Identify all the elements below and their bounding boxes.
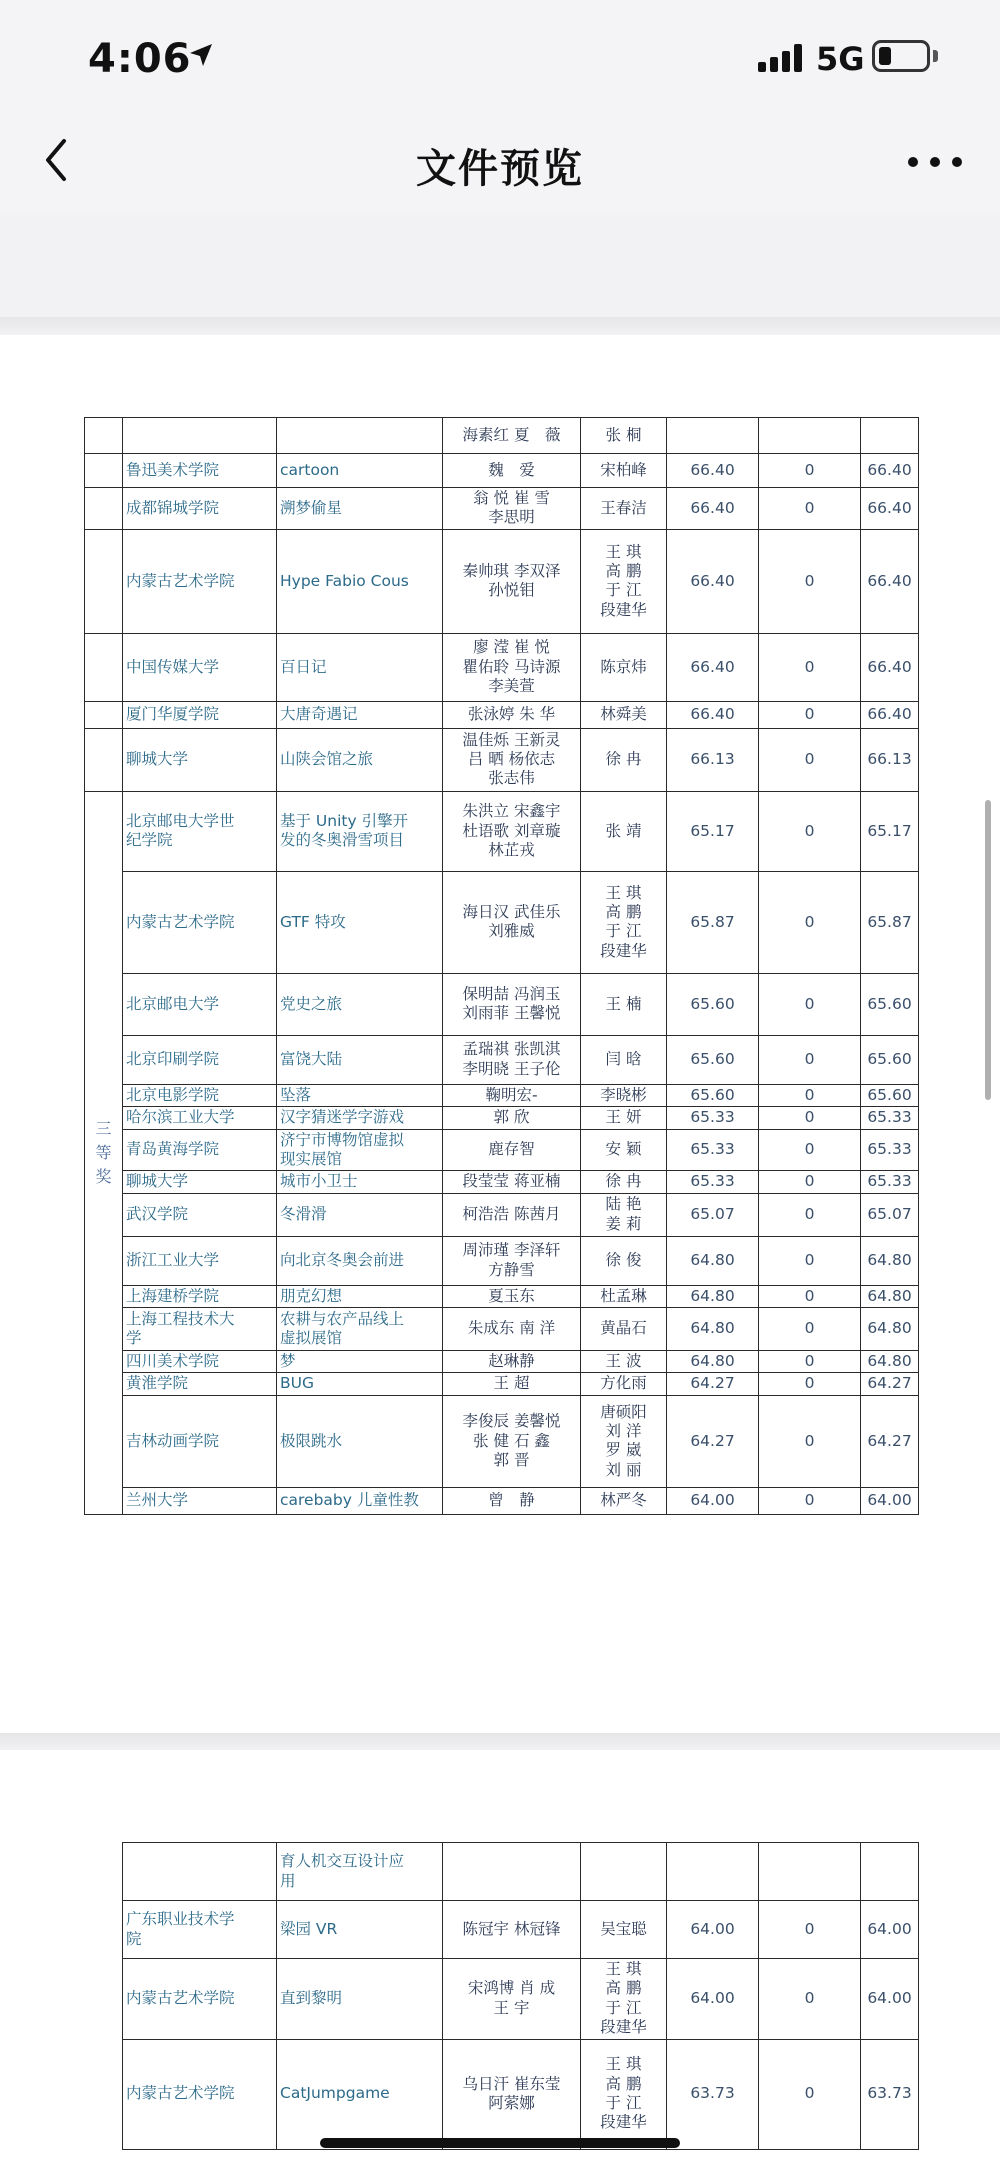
final-score-cell: 64.00: [861, 1487, 919, 1514]
adjust-cell: 0: [759, 1487, 861, 1514]
final-score-cell: 65.07: [861, 1193, 919, 1236]
table-row: [85, 791, 919, 871]
table-row: [123, 1959, 919, 2040]
table-row: [123, 1843, 919, 1901]
table-row: [85, 488, 919, 530]
school-cell: 北京印刷学院: [123, 1035, 277, 1084]
adjust-cell: 0: [759, 529, 861, 633]
table-row: [85, 1236, 919, 1285]
score-cell: 66.40: [667, 633, 759, 701]
adjust-cell: 0: [759, 1308, 861, 1351]
adjust-cell: 0: [759, 1084, 861, 1106]
adjust-cell: 0: [759, 1395, 861, 1487]
table-row: [85, 633, 919, 701]
score-cell: 64.80: [667, 1236, 759, 1285]
table-row: [85, 454, 919, 488]
advisor-cell: 徐 冉: [581, 1171, 667, 1193]
work-cell: cartoon: [277, 454, 443, 488]
advisor-cell: 王 琪 高 鹏 于 江 段建华: [581, 529, 667, 633]
final-score-cell: 66.40: [861, 701, 919, 728]
score-cell: 65.60: [667, 1035, 759, 1084]
work-cell: 富饶大陆: [277, 1035, 443, 1084]
advisor-cell: 陆 艳 姜 莉: [581, 1193, 667, 1236]
score-cell: 66.40: [667, 488, 759, 530]
school-cell: 聊城大学: [123, 728, 277, 791]
network-type: 5G: [816, 40, 865, 78]
school-cell: 内蒙古艺术学院: [123, 2039, 277, 2149]
members-cell: 宋鸿博 肖 成 王 宇: [443, 1959, 581, 2040]
work-cell: 直到黎明: [277, 1959, 443, 2040]
final-score-cell: 64.80: [861, 1236, 919, 1285]
school-cell: [123, 1843, 277, 1901]
table-row: [85, 1395, 919, 1487]
members-cell: 魏 爱: [443, 454, 581, 488]
work-cell: 济宁市博物馆虚拟 现实展馆: [277, 1129, 443, 1171]
school-cell: 上海建桥学院: [123, 1285, 277, 1307]
members-cell: 陈冠宇 林冠锋: [443, 1901, 581, 1959]
table-row: [85, 871, 919, 973]
final-score-cell: 65.87: [861, 871, 919, 973]
adjust-cell: 0: [759, 871, 861, 973]
score-cell: 65.33: [667, 1107, 759, 1129]
table-row: [85, 728, 919, 791]
adjust-cell: 0: [759, 1351, 861, 1373]
score-cell: 65.87: [667, 871, 759, 973]
final-score-cell: 66.40: [861, 488, 919, 530]
final-score-cell: 66.40: [861, 633, 919, 701]
score-cell: 65.60: [667, 973, 759, 1035]
members-cell: 赵琳静: [443, 1351, 581, 1373]
table-row: [123, 1901, 919, 1959]
adjust-cell: 0: [759, 1236, 861, 1285]
school-cell: 鲁迅美术学院: [123, 454, 277, 488]
score-cell: 66.40: [667, 454, 759, 488]
status-time: 4:06: [88, 36, 192, 82]
work-cell: carebaby 儿童性教: [277, 1487, 443, 1514]
work-cell: 向北京冬奥会前进: [277, 1236, 443, 1285]
advisor-cell: 闫 晗: [581, 1035, 667, 1084]
advisor-cell: [581, 1843, 667, 1901]
members-cell: 乌日汗 崔东莹 阿萦娜: [443, 2039, 581, 2149]
adjust-cell: 0: [759, 1107, 861, 1129]
table-row: [85, 1084, 919, 1106]
school-cell: 四川美术学院: [123, 1351, 277, 1373]
more-options-button[interactable]: [900, 135, 970, 185]
members-cell: 王 超: [443, 1373, 581, 1395]
members-cell: 柯浩浩 陈茜月: [443, 1193, 581, 1236]
work-cell: 冬滑滑: [277, 1193, 443, 1236]
table-row: [85, 973, 919, 1035]
score-cell: 64.27: [667, 1373, 759, 1395]
adjust-cell: 0: [759, 454, 861, 488]
members-cell: 翁 悦 崔 雪 李思明: [443, 488, 581, 530]
scrollbar[interactable]: [985, 800, 991, 1100]
advisor-cell: 吴宝聪: [581, 1901, 667, 1959]
school-cell: 北京电影学院: [123, 1084, 277, 1106]
final-score-cell: 65.33: [861, 1129, 919, 1171]
advisor-cell: 徐 俊: [581, 1236, 667, 1285]
school-cell: 北京邮电大学: [123, 973, 277, 1035]
school-cell: 中国传媒大学: [123, 633, 277, 701]
final-score-cell: 66.40: [861, 454, 919, 488]
work-cell: Hype Fabio Cous: [277, 529, 443, 633]
document-page-2: [0, 1750, 1000, 2162]
advisor-cell: 黄晶石: [581, 1308, 667, 1351]
advisor-cell: 方化雨: [581, 1373, 667, 1395]
advisor-cell: 王 妍: [581, 1107, 667, 1129]
rank-cell: [85, 529, 123, 633]
adjust-cell: 0: [759, 973, 861, 1035]
score-cell: 64.80: [667, 1351, 759, 1373]
work-cell: CatJumpgame: [277, 2039, 443, 2149]
school-cell: 黄淮学院: [123, 1373, 277, 1395]
school-cell: 武汉学院: [123, 1193, 277, 1236]
advisor-cell: 王 琪 高 鹏 于 江 段建华: [581, 1959, 667, 2040]
members-cell: 张泳婷 朱 华: [443, 701, 581, 728]
school-cell: 广东职业技术学 院: [123, 1901, 277, 1959]
advisor-cell: 唐硕阳 刘 洋 罗 崴 刘 丽: [581, 1395, 667, 1487]
work-cell: 溯梦偷星: [277, 488, 443, 530]
advisor-cell: 林舜美: [581, 701, 667, 728]
table-row: [85, 701, 919, 728]
table-row: [85, 1107, 919, 1129]
members-cell: 保明喆 冯润玉 刘雨菲 王馨悦: [443, 973, 581, 1035]
work-cell: 汉字猜迷学字游戏: [277, 1107, 443, 1129]
school-cell: [123, 418, 277, 454]
table-row: [85, 1285, 919, 1307]
work-cell: 坠落: [277, 1084, 443, 1106]
final-score-cell: 65.60: [861, 1035, 919, 1084]
cellular-signal-icon: [758, 44, 806, 72]
school-cell: 兰州大学: [123, 1487, 277, 1514]
adjust-cell: 0: [759, 701, 861, 728]
home-indicator[interactable]: [320, 2138, 680, 2148]
work-cell: BUG: [277, 1373, 443, 1395]
score-cell: 64.00: [667, 1959, 759, 2040]
results-table: [84, 417, 919, 1515]
adjust-cell: 0: [759, 633, 861, 701]
score-cell: 65.33: [667, 1171, 759, 1193]
rank-cell: [85, 728, 123, 791]
table-row: [85, 1487, 919, 1514]
members-cell: 鞠明宏-: [443, 1084, 581, 1106]
work-cell: GTF 特攻: [277, 871, 443, 973]
members-cell: 郭 欣: [443, 1107, 581, 1129]
work-cell: 梦: [277, 1351, 443, 1373]
table-row: [85, 1035, 919, 1084]
score-cell: 66.13: [667, 728, 759, 791]
members-cell: 孟瑞祺 张凯淇 李明晓 王子伦: [443, 1035, 581, 1084]
rank-cell: [85, 488, 123, 530]
school-cell: 成都锦城学院: [123, 488, 277, 530]
page-gap: [0, 317, 1000, 335]
score-cell: 65.33: [667, 1129, 759, 1171]
adjust-cell: 0: [759, 488, 861, 530]
members-cell: 温佳烁 王新灵 吕 晒 杨依志 张志伟: [443, 728, 581, 791]
score-cell: 65.17: [667, 791, 759, 871]
advisor-cell: 张 桐: [581, 418, 667, 454]
adjust-cell: 0: [759, 1901, 861, 1959]
work-cell: 山陕会馆之旅: [277, 728, 443, 791]
score-cell: 65.60: [667, 1084, 759, 1106]
advisor-cell: 张 靖: [581, 791, 667, 871]
members-cell: 秦帅琪 李双泽 孙悦钼: [443, 529, 581, 633]
advisor-cell: 林严冬: [581, 1487, 667, 1514]
adjust-cell: 0: [759, 1129, 861, 1171]
members-cell: 曾 静: [443, 1487, 581, 1514]
final-score-cell: 65.60: [861, 1084, 919, 1106]
table-row: [85, 1351, 919, 1373]
advisor-cell: 李晓彬: [581, 1084, 667, 1106]
work-cell: 基于 Unity 引擎开 发的冬奥滑雪项目: [277, 791, 443, 871]
rank-cell: [85, 454, 123, 488]
score-cell: 65.07: [667, 1193, 759, 1236]
members-cell: [443, 1843, 581, 1901]
school-cell: 聊城大学: [123, 1171, 277, 1193]
score-cell: 66.40: [667, 529, 759, 633]
status-bar: [0, 0, 1000, 105]
table-row: [85, 1193, 919, 1236]
document-page-1: [0, 335, 1000, 1733]
score-cell: 64.00: [667, 1901, 759, 1959]
school-cell: 青岛黄海学院: [123, 1129, 277, 1171]
page-title: 文件预览: [416, 146, 584, 192]
score-cell: 64.80: [667, 1308, 759, 1351]
advisor-cell: 王 楠: [581, 973, 667, 1035]
battery-icon: [872, 40, 930, 72]
rank-cell: [85, 418, 123, 454]
final-score-cell: 66.40: [861, 529, 919, 633]
members-cell: 廖 滢 崔 悦 瞿佑聆 马诗源 李美萱: [443, 633, 581, 701]
score-cell: 64.80: [667, 1285, 759, 1307]
members-cell: 李俊辰 姜馨悦 张 健 石 鑫 郭 晋: [443, 1395, 581, 1487]
work-cell: 朋克幻想: [277, 1285, 443, 1307]
final-score-cell: 64.80: [861, 1351, 919, 1373]
adjust-cell: 0: [759, 1193, 861, 1236]
advisor-cell: 宋柏峰: [581, 454, 667, 488]
final-score-cell: 64.00: [861, 1901, 919, 1959]
rank-cell: [85, 701, 123, 728]
advisor-cell: 王春洁: [581, 488, 667, 530]
table-row: [85, 1373, 919, 1395]
work-cell: 大唐奇遇记: [277, 701, 443, 728]
score-cell: 64.27: [667, 1395, 759, 1487]
school-cell: 内蒙古艺术学院: [123, 871, 277, 973]
advisor-cell: 王 琪 高 鹏 于 江 段建华: [581, 871, 667, 973]
adjust-cell: [759, 418, 861, 454]
final-score-cell: 64.80: [861, 1308, 919, 1351]
adjust-cell: 0: [759, 728, 861, 791]
results-table-continued: [122, 1842, 919, 2150]
final-score-cell: 64.80: [861, 1285, 919, 1307]
school-cell: 浙江工业大学: [123, 1236, 277, 1285]
adjust-cell: 0: [759, 1373, 861, 1395]
score-cell: [667, 1843, 759, 1901]
work-cell: 城市小卫士: [277, 1171, 443, 1193]
rank-cell: [85, 633, 123, 701]
final-score-cell: 63.73: [861, 2039, 919, 2149]
score-cell: 66.40: [667, 701, 759, 728]
school-cell: 北京邮电大学世 纪学院: [123, 791, 277, 871]
adjust-cell: 0: [759, 791, 861, 871]
work-cell: 育人机交互设计应 用: [277, 1843, 443, 1901]
school-cell: 内蒙古艺术学院: [123, 529, 277, 633]
battery-cap: [933, 50, 938, 62]
location-arrow-icon: [188, 42, 214, 68]
final-score-cell: 65.33: [861, 1171, 919, 1193]
adjust-cell: 0: [759, 2039, 861, 2149]
final-score-cell: 64.27: [861, 1373, 919, 1395]
table-row: [85, 529, 919, 633]
work-cell: 百日记: [277, 633, 443, 701]
final-score-cell: 65.17: [861, 791, 919, 871]
school-cell: 吉林动画学院: [123, 1395, 277, 1487]
members-cell: 海素红 夏 薇: [443, 418, 581, 454]
table-row: [123, 2039, 919, 2149]
members-cell: 段莹莹 蒋亚楠: [443, 1171, 581, 1193]
work-cell: [277, 418, 443, 454]
adjust-cell: 0: [759, 1959, 861, 2040]
adjust-cell: 0: [759, 1285, 861, 1307]
award-level-cell: 三 等 奖: [85, 791, 123, 1514]
final-score-cell: [861, 1843, 919, 1901]
table-row: [85, 1171, 919, 1193]
members-cell: 朱成东 南 洋: [443, 1308, 581, 1351]
members-cell: 朱洪立 宋鑫宇 杜语歌 刘章璇 林芷戎: [443, 791, 581, 871]
table-row: [85, 1308, 919, 1351]
nav-bar: [0, 105, 1000, 215]
school-cell: 内蒙古艺术学院: [123, 1959, 277, 2040]
page-gap: [0, 1733, 1000, 1751]
advisor-cell: 王 琪 高 鹏 于 江 段建华: [581, 2039, 667, 2149]
school-cell: 哈尔滨工业大学: [123, 1107, 277, 1129]
final-score-cell: 66.13: [861, 728, 919, 791]
work-cell: 极限跳水: [277, 1395, 443, 1487]
work-cell: 梁园 VR: [277, 1901, 443, 1959]
final-score-cell: 65.33: [861, 1107, 919, 1129]
final-score-cell: 65.60: [861, 973, 919, 1035]
members-cell: 周沛瑾 李泽轩 方静雪: [443, 1236, 581, 1285]
adjust-cell: [759, 1843, 861, 1901]
final-score-cell: 64.00: [861, 1959, 919, 2040]
table-row: [85, 1129, 919, 1171]
score-cell: 64.00: [667, 1487, 759, 1514]
advisor-cell: 安 颖: [581, 1129, 667, 1171]
school-cell: 上海工程技术大 学: [123, 1308, 277, 1351]
work-cell: 农耕与农产品线上 虚拟展馆: [277, 1308, 443, 1351]
work-cell: 党史之旅: [277, 973, 443, 1035]
adjust-cell: 0: [759, 1035, 861, 1084]
advisor-cell: 王 波: [581, 1351, 667, 1373]
score-cell: 63.73: [667, 2039, 759, 2149]
members-cell: 鹿存智: [443, 1129, 581, 1171]
final-score-cell: [861, 418, 919, 454]
members-cell: 夏玉东: [443, 1285, 581, 1307]
score-cell: [667, 418, 759, 454]
members-cell: 海日汉 武佳乐 刘雅威: [443, 871, 581, 973]
advisor-cell: 陈京炜: [581, 633, 667, 701]
final-score-cell: 64.27: [861, 1395, 919, 1487]
advisor-cell: 徐 冉: [581, 728, 667, 791]
advisor-cell: 杜孟琳: [581, 1285, 667, 1307]
table-row: [85, 418, 919, 454]
adjust-cell: 0: [759, 1171, 861, 1193]
school-cell: 厦门华厦学院: [123, 701, 277, 728]
